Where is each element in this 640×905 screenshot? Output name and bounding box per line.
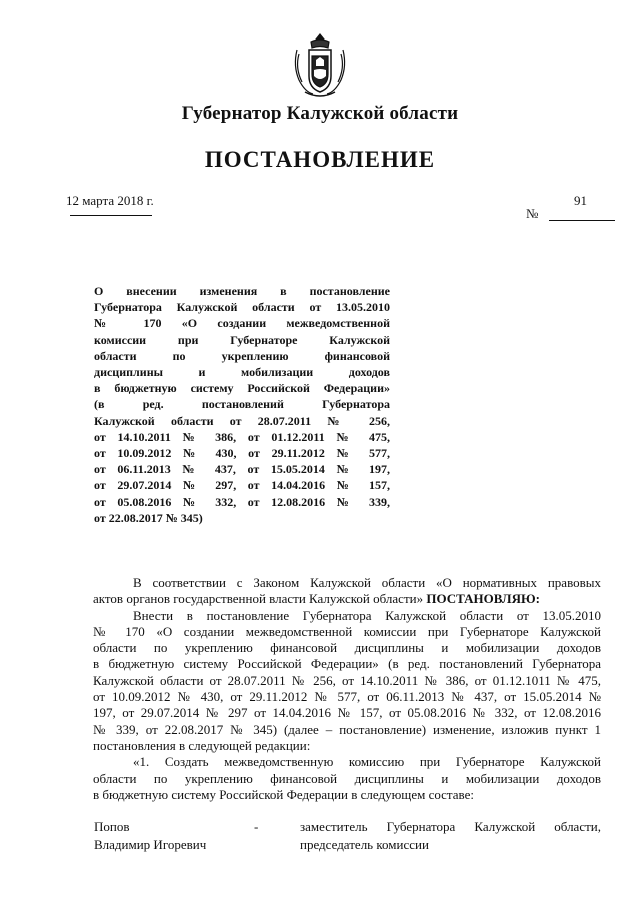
paragraph-line: № 170 «О создании межведомственной комиссии при Губернаторе Калужской	[93, 623, 601, 639]
subject-line: области по укреплению финансовой	[94, 348, 390, 363]
subject-line: № 170 «О создании межведомственной	[94, 316, 390, 331]
subject-line: от 06.11.2013 № 437, от 15.05.2014 № 197,	[94, 462, 390, 477]
subject-line: (в ред. постановлений Губернатора	[94, 397, 390, 412]
subject-line: в бюджетную систему Российской Федерации»	[94, 381, 390, 396]
subject-line: Губернатора Калужской области от 13.05.2010	[94, 300, 390, 315]
date-underline	[70, 215, 152, 216]
subject-line: от 29.07.2014 № 297, от 14.04.2016 № 157,	[94, 478, 390, 493]
paragraph-line: № 339, от 22.08.2017 № 345) (далее – постановление) изменение, изложив пункт 1	[93, 721, 601, 737]
paragraph-line: Калужской области от 28.07.2011 № 256, от 14.10.2011 № 386, от 01.12.1011 № 475,	[93, 672, 601, 688]
member-name	[94, 818, 264, 854]
member-dash: -	[254, 819, 259, 834]
document-date: 12 марта 2018 г.	[66, 193, 154, 208]
coat-of-arms-emblem	[291, 30, 349, 100]
number-underline	[549, 220, 615, 221]
issuing-authority: Губернатор Калужской области	[181, 103, 459, 124]
subject-line: от 14.10.2011 № 386, от 01.12.2011 № 475,	[94, 429, 390, 444]
paragraph-line: «1. Создать межведомственную комиссию при Губернаторе Калужской	[133, 754, 601, 770]
paragraph-line: 197, от 29.07.2014 № 297 от 14.04.2016 № 157, от 05.08.2016 № 332, от 12.08.2016	[93, 705, 601, 721]
subject-line: О внесении изменения в постановление	[94, 284, 390, 298]
member-given-names: Владимир Игоревич	[94, 837, 207, 852]
preamble-line: В соответствии с Законом Калужской области «О нормативных правовых	[133, 575, 601, 590]
number-sign: №	[526, 206, 539, 221]
subject-line: Калужской области от 28.07.2011 № 256,	[94, 413, 390, 428]
member-role-line: заместитель Губернатора Калужской области,	[300, 819, 601, 834]
subject-line: комиссии при Губернаторе Калужской	[94, 332, 390, 347]
paragraph-line: в бюджетную систему Российской Федерации» (в ред. постановлений Губернатора	[93, 656, 601, 672]
paragraph-line: в бюджетную систему Российской Федерации в следующем составе:	[93, 786, 474, 802]
subject-line: от 22.08.2017 № 345)	[94, 510, 203, 525]
document-type-title: ПОСТАНОВЛЕНИЕ	[204, 147, 436, 172]
decree-word: ПОСТАНОВЛЯЮ:	[426, 591, 540, 607]
member-role	[300, 818, 601, 854]
preamble-text: актов органов государственной власти Калужской области»	[93, 591, 424, 607]
document-body	[93, 575, 601, 803]
subject-line: дисциплины и мобилизации доходов	[94, 365, 390, 380]
paragraph-line: Внести в постановление Губернатора Калужской области от 13.05.2010	[133, 607, 601, 623]
paragraph-line: области по укреплению финансовой дисциплины и мобилизации доходов	[93, 770, 601, 786]
preamble-line	[93, 591, 601, 607]
member-role-line: председатель комиссии	[300, 837, 429, 852]
paragraph-line: области по укреплению финансовой дисциплины и мобилизации доходов	[93, 640, 601, 656]
document-subject	[94, 283, 390, 526]
subject-line: от 10.09.2012 № 430, от 29.11.2012 № 577,	[94, 446, 390, 461]
paragraph-line: от 10.09.2012 № 430, от 29.11.2012 № 577, от 06.11.2013 № 437, от 15.05.2014 №	[93, 689, 601, 705]
paragraph-line: постановления в следующей редакции:	[93, 737, 311, 753]
document-number: 91	[574, 193, 587, 208]
member-surname: Попов	[94, 819, 130, 834]
subject-line: от 05.08.2016 № 332, от 12.08.2016 № 339,	[94, 494, 390, 509]
